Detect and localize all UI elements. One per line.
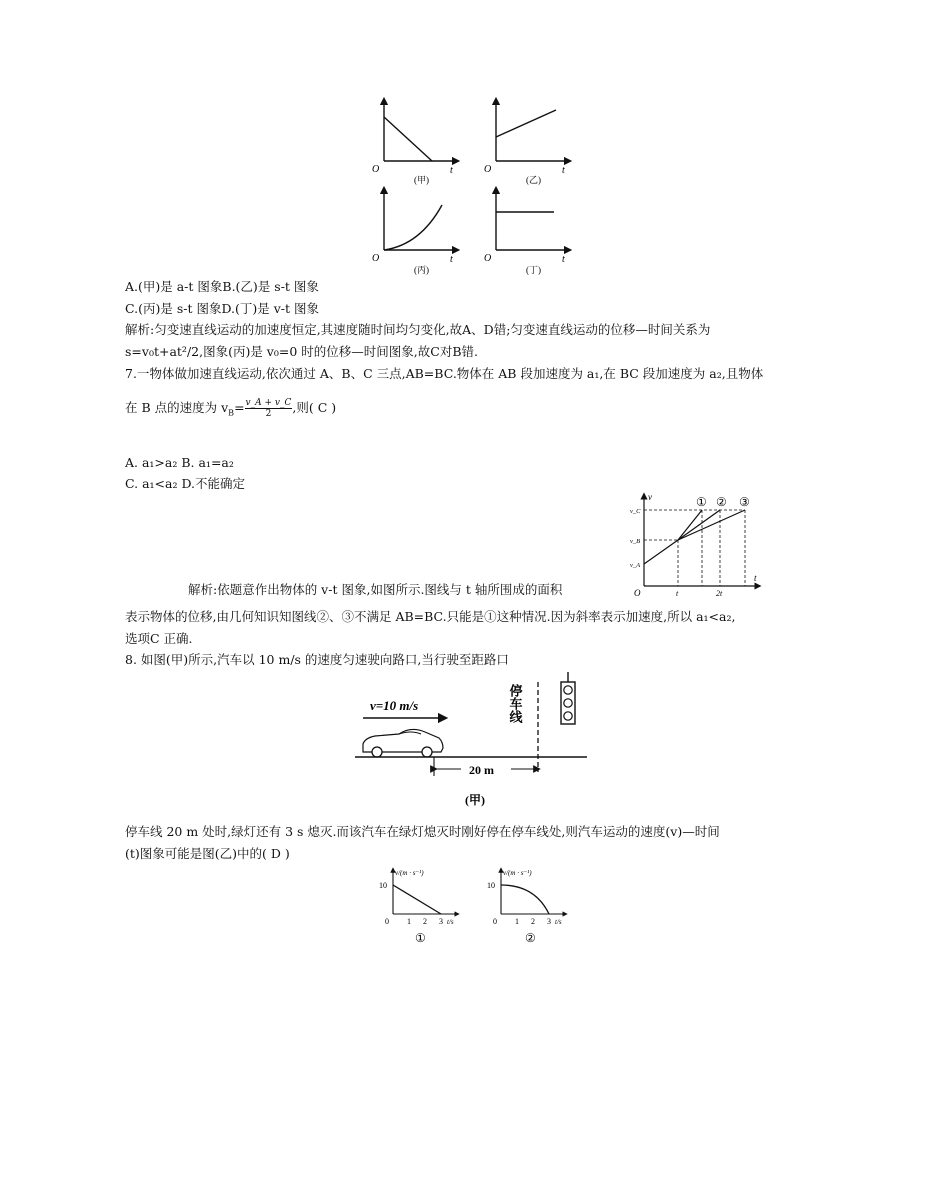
x-tick-0: 0: [493, 917, 497, 926]
q7-stem-prefix: 在 B 点的速度为 v: [125, 400, 229, 415]
t-axis-label: t: [562, 165, 565, 176]
car-stopline-figure: [355, 668, 595, 810]
tick-va: v_A: [630, 562, 641, 569]
x-tick-3: 3: [439, 917, 443, 926]
tick-vb: v_B: [630, 538, 641, 545]
tick-vc: v_C: [630, 508, 641, 515]
q6-analysis-line2: s=v₀t+at²/2,图象(丙)是 v₀=0 时的位移—时间图象,故C对B错.: [125, 344, 478, 359]
line-label-3: ③: [739, 495, 750, 509]
distance-label: 20 m: [469, 763, 494, 777]
x-label: t/s: [555, 918, 562, 926]
origin-label: O: [634, 588, 641, 598]
y-tick-10: 10: [487, 881, 495, 890]
panel-label-yi: (乙): [526, 175, 541, 185]
t-axis-label: t: [450, 254, 453, 265]
graph-jia: [372, 101, 456, 185]
x-tick-1: 1: [407, 917, 411, 926]
figure-caption-jia: (甲): [465, 793, 485, 807]
x-tick-1: 1: [515, 917, 519, 926]
q8-stem-line1: 8. 如图(甲)所示,汽车以 10 m/s 的速度匀速驶向路口,当行驶至距路口: [125, 652, 509, 667]
v-axis-label: v: [648, 492, 652, 502]
q6-analysis-line1: 解析:匀变速直线运动的加速度恒定,其速度随时间均匀变化,故A、D错;匀变速直线运动的位移—时间关系为: [125, 322, 711, 337]
line-label-1: ①: [696, 495, 707, 509]
q7-stem-line2: [125, 398, 336, 422]
graph-bing: [372, 190, 456, 275]
q7-stem-sub: B: [228, 408, 235, 418]
q7-options-line1: A. a₁>a₂ B. a₁=a₂: [125, 455, 234, 470]
panel-label-ding: (丁): [526, 265, 541, 275]
q7-stem-line1: 7.一物体做加速直线运动,依次通过 A、B、C 三点,AB=BC.物体在 AB 段加速度为 a₁,在 BC 段加速度为 a₂,且物体: [125, 366, 764, 381]
q7-stem-eq: =: [234, 400, 245, 415]
q8-stem-line3: (t)图象可能是图(乙)中的( D ): [125, 846, 290, 861]
vt-graph-1: [379, 869, 457, 945]
x-tick-2: 2: [531, 917, 535, 926]
graph-yi: [484, 101, 568, 185]
motion-graphs-figure: [360, 95, 590, 285]
q7-analysis-line1: 解析:依题意作出物体的 v-t 图象,如图所示.图线与 t 轴所围成的面积: [188, 582, 563, 597]
q8-stem-line2: 停车线 20 m 处时,绿灯还有 3 s 熄灭.而该汽车在绿灯熄灭时刚好停在停车线处,则汽车运动的速度(v)—时间: [125, 824, 720, 839]
x-tick-0: 0: [385, 917, 389, 926]
y-label: v/(m · s⁻¹): [503, 869, 532, 877]
t-axis-label: t: [450, 165, 453, 176]
origin-label: O: [484, 253, 492, 264]
vt-graph-2: [487, 869, 565, 945]
x-label: t/s: [447, 918, 454, 926]
tick-t: t: [676, 589, 679, 598]
q6-options-line2: C.(丙)是 s-t 图象D.(丁)是 v-t 图象: [125, 301, 320, 316]
tick-2t: 2t: [716, 589, 723, 598]
vt-options-figure: [375, 866, 585, 952]
panel-label-bing: (丙): [414, 265, 429, 275]
fraction-denominator: 2: [265, 409, 272, 419]
q7-vt-graph: [630, 490, 770, 598]
y-label: v/(m · s⁻¹): [395, 869, 424, 877]
graph-ding: [484, 190, 568, 275]
q7-options-line2: C. a₁<a₂ D.不能确定: [125, 476, 245, 491]
line-label-2: ②: [716, 495, 727, 509]
q7-analysis-line2: 表示物体的位移,由几何知识知图线②、③不满足 AB=BC.只能是①这种情况.因为斜率表示加速度,所以 a₁<a₂,: [125, 609, 736, 624]
car-icon: [363, 729, 443, 757]
x-tick-2: 2: [423, 917, 427, 926]
velocity-fraction: [245, 398, 293, 419]
speed-label: v=10 m/s: [370, 698, 419, 713]
origin-label: O: [372, 253, 380, 264]
fraction-numerator: v_A + v_C: [245, 398, 292, 408]
q7-stem-suffix: ,则( C ): [292, 400, 337, 415]
t-axis-label: t: [754, 573, 757, 583]
y-tick-10: 10: [379, 881, 387, 890]
origin-label: O: [372, 164, 380, 175]
caption-2: ②: [525, 931, 536, 945]
x-tick-3: 3: [547, 917, 551, 926]
traffic-light-icon: [561, 672, 575, 724]
t-axis-label: t: [562, 254, 565, 265]
q7-analysis-line3: 选项C 正确.: [125, 631, 193, 646]
panel-label-jia: (甲): [414, 175, 429, 185]
origin-label: O: [484, 164, 492, 175]
q6-options-line1: A.(甲)是 a-t 图象B.(乙)是 s-t 图象: [125, 279, 319, 294]
stopline-label: 停车线: [507, 684, 523, 723]
caption-1: ①: [415, 931, 426, 945]
